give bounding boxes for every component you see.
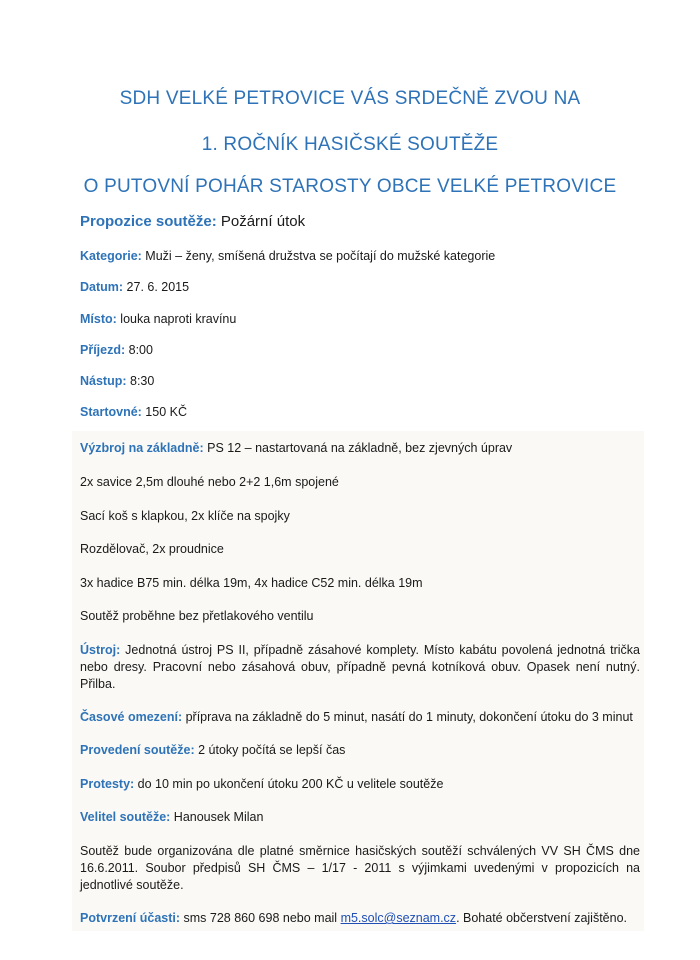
- propozice-value: Požární útok: [216, 213, 306, 230]
- vyzbroj-line: [80, 440, 640, 457]
- prijezd-value: 8:00: [125, 343, 153, 357]
- provedeni-label: Provedení soutěže:: [80, 743, 195, 757]
- potvrzeni-label: Potvrzení účasti:: [80, 911, 181, 925]
- vyzbroj-item: 2x savice 2,5m dlouhé nebo 2+2 1,6m spojené: [80, 475, 339, 489]
- vyzbroj-item: 3x hadice B75 min. délka 19m, 4x hadice C52 min. délka 19m: [80, 576, 423, 590]
- casove-line: [80, 709, 640, 726]
- ustroj-paragraph: [80, 642, 640, 693]
- propozice-label: Propozice soutěže:: [80, 213, 217, 230]
- ustroj-label: Ústroj:: [80, 643, 121, 657]
- velitel-label: Velitel soutěže:: [80, 810, 171, 824]
- heading-line-1: SDH VELKÉ PETROVICE VÁS SRDEČNĚ ZVOU NA: [119, 88, 581, 109]
- email-link[interactable]: m5.solc@seznam.cz: [340, 911, 457, 925]
- vyzbroj-value: PS 12 – nastartovaná na základně, bez zjevných úprav: [203, 441, 513, 455]
- protesty-line: [80, 776, 640, 793]
- nastup-value: 8:30: [126, 374, 155, 388]
- vyzbroj-item: Soutěž proběhne bez přetlakového ventilu: [80, 609, 314, 623]
- misto-label: Místo:: [80, 312, 117, 326]
- organizace-paragraph: Soutěž bude organizována dle platné směrnice hasičských soutěží schválených VV SH ČMS dne 16.6.2011. Soubor předpisů SH ČMS – 1/17 - 2011 s výjimkami uvedenými v propozicích na jednotlivé soutěže.: [80, 844, 640, 892]
- vyzbroj-item: Sací koš s klapkou, 2x klíče na spojky: [80, 509, 290, 523]
- heading-line-2: 1. ROČNÍK HASIČSKÉ SOUTĚŽE: [201, 134, 499, 155]
- datum-label: Datum:: [80, 280, 124, 294]
- potvrzeni-after: . Bohaté občerstvení zajištěno.: [456, 911, 627, 925]
- startovne-line: [80, 404, 640, 421]
- protesty-value: do 10 min po ukončení útoku 200 KČ u velitele soutěže: [134, 777, 444, 791]
- misto-line: [80, 311, 640, 328]
- potvrzeni-text: sms 728 860 698 nebo mail: [180, 911, 341, 925]
- heading-line-3: O PUTOVNÍ POHÁR STAROSTY OBCE VELKÉ PETROVICE: [83, 176, 617, 197]
- potvrzeni-line: [80, 910, 640, 927]
- provedeni-line: [80, 742, 640, 759]
- datum-line: [80, 279, 640, 296]
- ustroj-value: Jednotná ústroj PS II, případně zásahové komplety. Místo kabátu povolená jednotná trička nebo dresy. Pracovní nebo zásahová obuv, případně pevná kotníková obuv. Opasek není nutný. Přilba.: [80, 643, 640, 691]
- vyzbroj-label: Výzbroj na základně:: [80, 441, 204, 455]
- protesty-label: Protesty:: [80, 777, 135, 791]
- startovne-label: Startovné:: [80, 405, 142, 419]
- kategorie-line: [80, 248, 640, 265]
- misto-value: louka naproti kravínu: [116, 312, 237, 326]
- casove-value: příprava na základně do 5 minut, nasátí do 1 minuty, dokončení útoku do 3 minut: [182, 710, 633, 724]
- nastup-line: [80, 373, 640, 390]
- velitel-line: [80, 809, 640, 826]
- kategorie-label: Kategorie:: [80, 249, 142, 263]
- velitel-value: Hanousek Milan: [170, 810, 264, 824]
- casove-label: Časové omezení:: [80, 710, 183, 724]
- propozice-line: [80, 213, 640, 230]
- vyzbroj-item: Rozdělovač, 2x proudnice: [80, 542, 224, 556]
- datum-value: 27. 6. 2015: [123, 280, 190, 294]
- prijezd-line: [80, 342, 640, 359]
- startovne-value: 150 KČ: [141, 405, 187, 419]
- provedeni-value: 2 útoky počítá se lepší čas: [194, 743, 346, 757]
- kategorie-value: Muži – ženy, smíšená družstva se počítají do mužské kategorie: [141, 249, 496, 263]
- nastup-label: Nástup:: [80, 374, 127, 388]
- prijezd-label: Příjezd:: [80, 343, 126, 357]
